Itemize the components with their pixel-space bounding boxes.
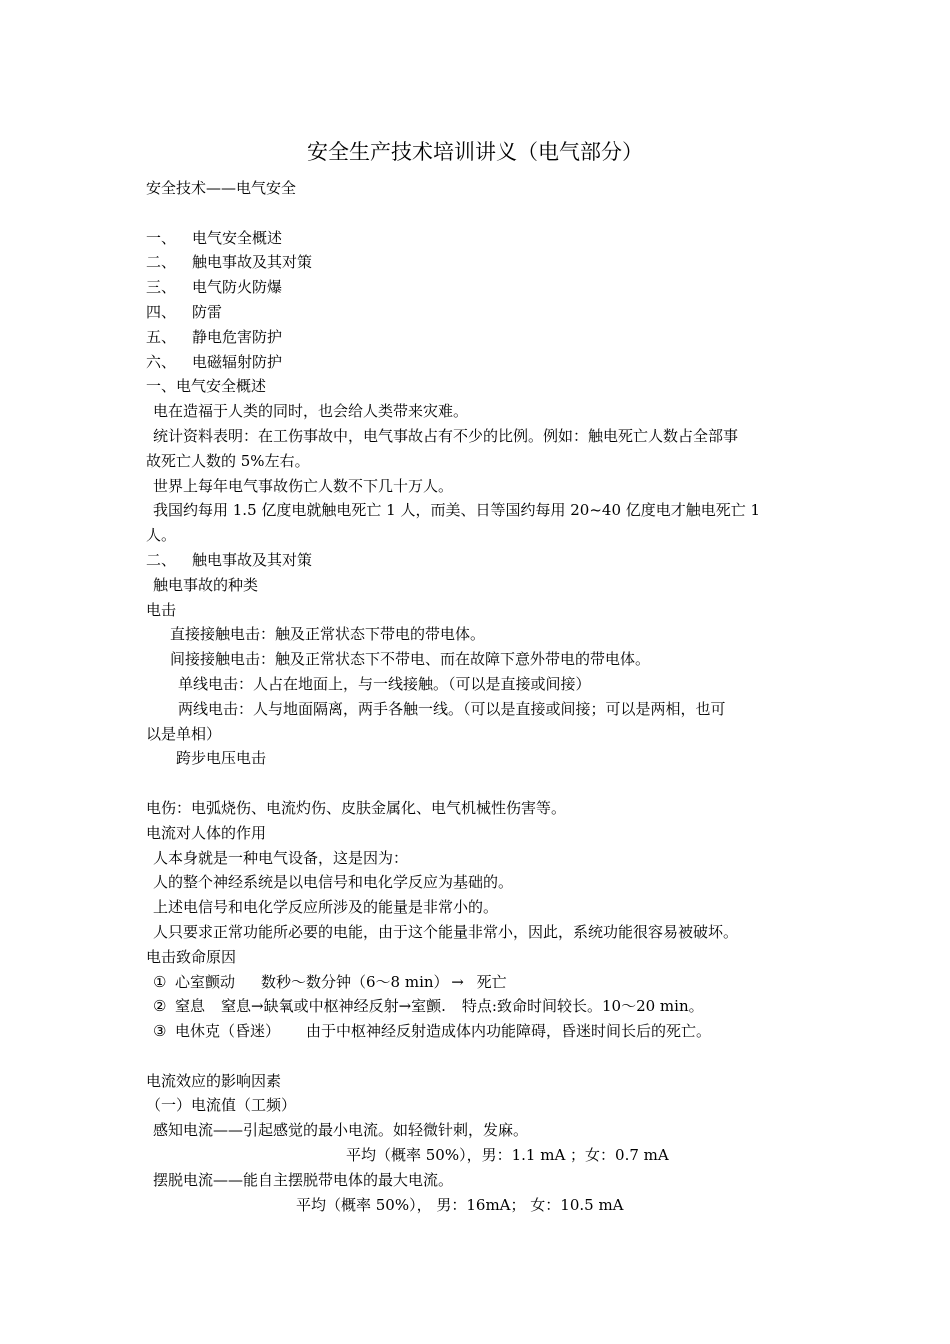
- toc-text: 防雷: [192, 302, 223, 321]
- paragraph-continuation: 人。: [146, 526, 177, 545]
- toc-item: [146, 325, 810, 350]
- list-item: 两线电击：人与地面隔离，两手各触一线。（可以是直接或间接；可以是两相，也可: [178, 699, 726, 718]
- paragraph-continuation: 以是单相）: [146, 724, 222, 743]
- circled-number: ①: [153, 972, 167, 991]
- paragraph: 摆脱电流——能自主摆脱带电体的最大电流。: [153, 1170, 454, 1189]
- section-number: 二、: [146, 550, 177, 569]
- subheading: 触电事故的种类: [153, 575, 259, 594]
- blank-line: [146, 201, 810, 226]
- average-values: 平均（概率 50%）， 男：16mA； 女：10.5 mA: [296, 1195, 624, 1214]
- paragraph: 电伤：电弧烧伤、电流灼伤、皮肤金属化、电气机械性伤害等。: [146, 798, 567, 817]
- average-values: 平均（概率 50%），男：1.1 mA ；女：0.7 mA: [346, 1146, 669, 1165]
- blank-line: [146, 771, 810, 796]
- toc-number: 五、: [146, 327, 177, 346]
- cause-description: 数秒～数分钟（6～8 min）: [261, 972, 449, 991]
- paragraph: 人只要求正常功能所必要的电能，由于这个能量非常小，因此，系统功能很容易被破坏。: [153, 922, 739, 941]
- toc-text: 电气防火防爆: [192, 278, 283, 297]
- subheading: 电流对人体的作用: [146, 823, 267, 842]
- section-title: 触电事故及其对策: [192, 550, 313, 569]
- paragraph: 人的整个神经系统是以电信号和电化学反应为基础的。: [153, 873, 514, 892]
- fatal-cause-item: [146, 994, 810, 1019]
- toc-text: 电气安全概述: [192, 228, 283, 247]
- cause-description: 由于中枢神经反射造成体内功能障碍，昏迷时间长后的死亡。: [306, 1022, 712, 1041]
- subheading: 电击致命原因: [146, 947, 237, 966]
- toc-item: [146, 226, 810, 251]
- paragraph: 上述电信号和电化学反应所涉及的能量是非常小的。: [153, 898, 499, 917]
- toc-item: [146, 250, 810, 275]
- toc-text: 触电事故及其对策: [192, 253, 313, 272]
- paragraph-continuation: 故死亡人数的 5%左右。: [146, 451, 310, 470]
- paragraph: 统计资料表明：在工伤事故中，电气事故占有不少的比例。例如：触电死亡人数占全部事: [153, 426, 739, 445]
- cause-name: 电休克（昏迷）: [175, 1022, 281, 1041]
- toc-text: 静电危害防护: [192, 327, 283, 346]
- toc-text: 电磁辐射防护: [192, 352, 283, 371]
- section-heading: 一、电气安全概述: [146, 377, 267, 396]
- paragraph: 世界上每年电气事故伤亡人数不下几十万人。: [153, 476, 454, 495]
- document-body: [146, 176, 810, 1217]
- paragraph: 人本身就是一种电气设备，这是因为：: [153, 848, 409, 867]
- cause-name: 窒息: [175, 997, 206, 1016]
- toc-item: [146, 350, 810, 375]
- page-title: 安全生产技术培训讲义（电气部分）: [307, 140, 643, 164]
- toc-number: 一、: [146, 228, 177, 247]
- subheading: 电流效应的影响因素: [146, 1071, 282, 1090]
- list-item: 间接接触电击：触及正常状态下不带电、而在故障下意外带电的带电体。: [170, 650, 651, 669]
- toc-number: 二、: [146, 253, 177, 272]
- list-item: 单线电击：人占在地面上，与一线接触。（可以是直接或间接）: [178, 674, 591, 693]
- cause-note: 特点:致命时间较长。10～20 min。: [461, 997, 704, 1016]
- paragraph: 我国约每用 1.5 亿度电就触电死亡 1 人，而美、日等国约每用 20~40 亿度电才触电死亡 1: [153, 501, 761, 520]
- circled-number: ②: [153, 997, 167, 1016]
- toc-number: 六、: [146, 352, 177, 371]
- paragraph: 电在造福于人类的同时，也会给人类带来灾难。: [153, 402, 469, 421]
- toc-number: 四、: [146, 302, 177, 321]
- subheading: （一）电流值（工频）: [146, 1096, 297, 1115]
- blank-line: [146, 1044, 810, 1069]
- toc-item: [146, 300, 810, 325]
- subheading: 电击: [146, 600, 177, 619]
- circled-number: ③: [153, 1022, 167, 1041]
- toc-item: [146, 275, 810, 300]
- cause-name: 心室颤动: [175, 972, 236, 991]
- subtitle: 安全技术——电气安全: [146, 179, 297, 197]
- list-item: 直接接触电击：触及正常状态下带电的带电体。: [170, 625, 486, 644]
- fatal-cause-item: [146, 970, 810, 995]
- paragraph: 感知电流——引起感觉的最小电流。如轻微针刺，发麻。: [153, 1121, 529, 1140]
- section-heading: [146, 548, 810, 573]
- list-item: 跨步电压电击: [176, 749, 267, 768]
- toc-number: 三、: [146, 278, 177, 297]
- cause-result: 死亡: [476, 972, 507, 991]
- arrow-right-icon: →: [451, 972, 464, 991]
- fatal-cause-item: [146, 1019, 810, 1044]
- cause-description: 窒息→缺氧或中枢神经反射→室颤.: [221, 997, 446, 1016]
